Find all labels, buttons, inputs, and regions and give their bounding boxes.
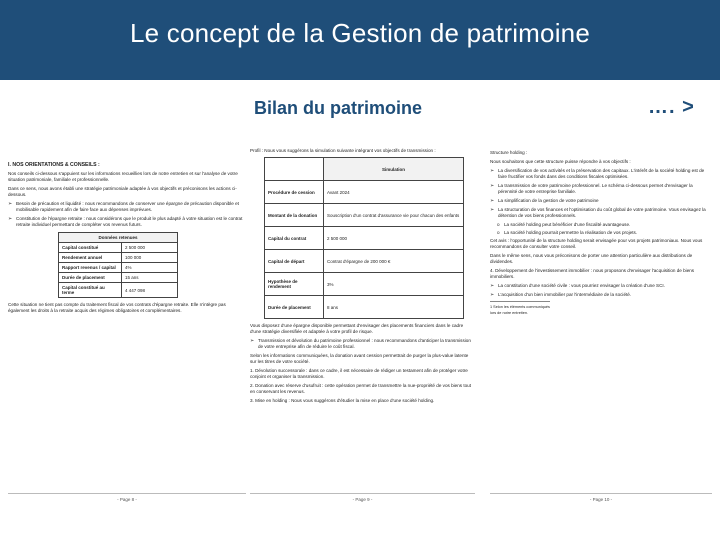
table-row: Capital du contrat 2 500 000 [265, 227, 464, 250]
sub-bullet-item: o La société holding peut bénéficier d'une fiscalité avantageuse. [490, 222, 712, 228]
table-row: Procédure de cession Avant 2024 [265, 181, 464, 204]
footer-divider [8, 493, 246, 494]
slide-title: Le concept de la Gestion de patrimoine [130, 18, 590, 48]
table-row: Montant de la donation Souscription d'un contrat d'assurance vie pour chacun des enfants [265, 204, 464, 227]
bullet-item: ➢ La diversification de vos activités et la préservation des capitaux. L'intérêt de la société holding est de faire fructifier vos fonds dans des conditions fiscales optimisées. [490, 168, 712, 180]
bullet-item: ➢ La structuration de vos finances et l'optimisation du coût global de votre patrimoine. Vous envisagez la détention de vos biens professionnels. [490, 207, 712, 219]
numbered-item: 2. Donation avec réserve d'usufruit : cette opération permet de transmettre la nue-propriété de vos biens tout en conservant les revenus. [250, 383, 471, 394]
paragraph: Cet avis : l'opportunité de la structure holding serait envisagée pour vos projets patrimoniaux. Nous vous recommandons de consulter votre conseil. [490, 238, 703, 249]
table-row: Capital constitué au terme 4 447 098 [59, 283, 178, 298]
document-page-3 [490, 132, 712, 504]
document-page-2 [250, 132, 475, 504]
numbered-item: 4. Développement de l'investissement immobilier : nous proposons d'envisager l'acquisition de biens immobiliers. [490, 268, 695, 279]
page-number: - Page 10 - [589, 497, 613, 502]
bullet-item: ➢ L'acquisition d'un bien immobilier par l'intermédiaire de la société. [490, 292, 712, 298]
numbered-item: 3. Mise en holding : Nous vous suggérons d'étudier la mise en place d'une société holding. [250, 398, 435, 403]
table-row: Durée de placement 15 ans [59, 273, 178, 283]
data-table [58, 232, 178, 298]
bullet-item: ➢ La constitution d'une société civile : vous pourriez envisager la création d'une SCI. [490, 283, 712, 289]
bullet-item: ➢ La transmission de votre patrimoine professionnel. Le schéma ci-dessous permet d'envisager la pérennité de votre entreprise familiale. [490, 183, 712, 195]
simulation-table [264, 157, 464, 319]
bullet-item: ➢ Constitution de l'épargne retraite : nous considérons que le produit le plus adapté à votre situation est le contrat retraite individuel permettant de compléter vos revenus futurs. [8, 216, 246, 228]
table-row: Rapport revenus / capital 4% [59, 263, 178, 273]
more-link[interactable]: …. > [648, 96, 695, 118]
paragraph: Selon les informations communiquées, la donation avant cession permettrait de purger la plus-value latente sur les titres de votre société. [250, 353, 469, 364]
table-caption: Données retenues [59, 233, 178, 243]
paragraph: Nos conseils ci-dessous s'appuient sur les informations recueillies lors de notre entretien et sur l'analyse de votre situation patrimoniale, familiale et professionnelle. [8, 171, 238, 182]
table-row: Capital de départ Contrat d'épargne de 200 000 € [265, 250, 464, 273]
footer-divider [490, 493, 712, 494]
table-row: Hypothèse de rendement 3% [265, 273, 464, 296]
table-header: Simulation [324, 158, 464, 181]
table-row: Durée de placement 8 ans [265, 296, 464, 319]
slide-subtitle: Bilan du patrimoine [254, 98, 423, 118]
sub-bullet-item: o La société holding pourrait permettre la réalisation de vos projets. [490, 230, 712, 236]
paragraph: Profil : Nous vous suggérons la simulation suivante intégrant vos objectifs de transmission : [250, 148, 436, 153]
bullet-item: ➢ La simplification de la gestion de votre patrimoine [490, 198, 712, 204]
bullet-item: ➢ Besoin de précaution et liquidité : nous recommandons de conserver une épargne de précaution disponible et mobilisable rapidement afin de faire face aux dépenses imprévues. [8, 201, 246, 213]
paragraph: Dans ce sens, nous avons établi une stratégie patrimoniale adaptée à vos objectifs et préconisons les actions ci-dessous. [8, 186, 237, 197]
table-row: Capital constitué 2 500 000 [59, 243, 178, 253]
page-number: - Page 8 - [117, 497, 137, 502]
paragraph: Nous souhaitons que cette structure puisse répondre à vos objectifs : [490, 159, 631, 164]
section-heading: I. NOS ORIENTATIONS & CONSEILS : [8, 162, 100, 168]
footer-divider [250, 493, 475, 494]
paragraph: Dans le même sens, nous vous préconisons de porter une attention particulière aux distributions de dividendes. [490, 253, 693, 264]
bullet-item: ➢ Transmission et dévolution du patrimoine professionnel : nous recommandons d'anticiper la transmission de votre entreprise afin de réduire le coût fiscal. [250, 338, 475, 350]
document-page-1 [8, 132, 246, 504]
paragraph: Structure holding : [490, 150, 528, 155]
paragraph: Vous disposez d'une épargne disponible permettant d'envisager des placements financiers dans le cadre d'une stratégie diversifiée et adaptée à votre profil de risque. [250, 323, 464, 334]
table-row: Rendement annuel 100 000 [59, 253, 178, 263]
footnote: 1 Selon les éléments communiqués lors de notre entretien. [490, 301, 550, 316]
paragraph: Cette situation ne tient pas compte du traitement fiscal de vos contrats d'épargne retraite. Elle n'intègre pas également les droits à la retraite acquis des régimes obligatoires et complémentaires. [8, 302, 226, 313]
page-number: - Page 9 - [352, 497, 373, 502]
slide-header [0, 0, 720, 80]
numbered-item: 1. Dévolution successorale : dans ce cadre, il est nécessaire de rédiger un testament afin de protéger votre conjoint et organiser la transmission. [250, 368, 468, 379]
